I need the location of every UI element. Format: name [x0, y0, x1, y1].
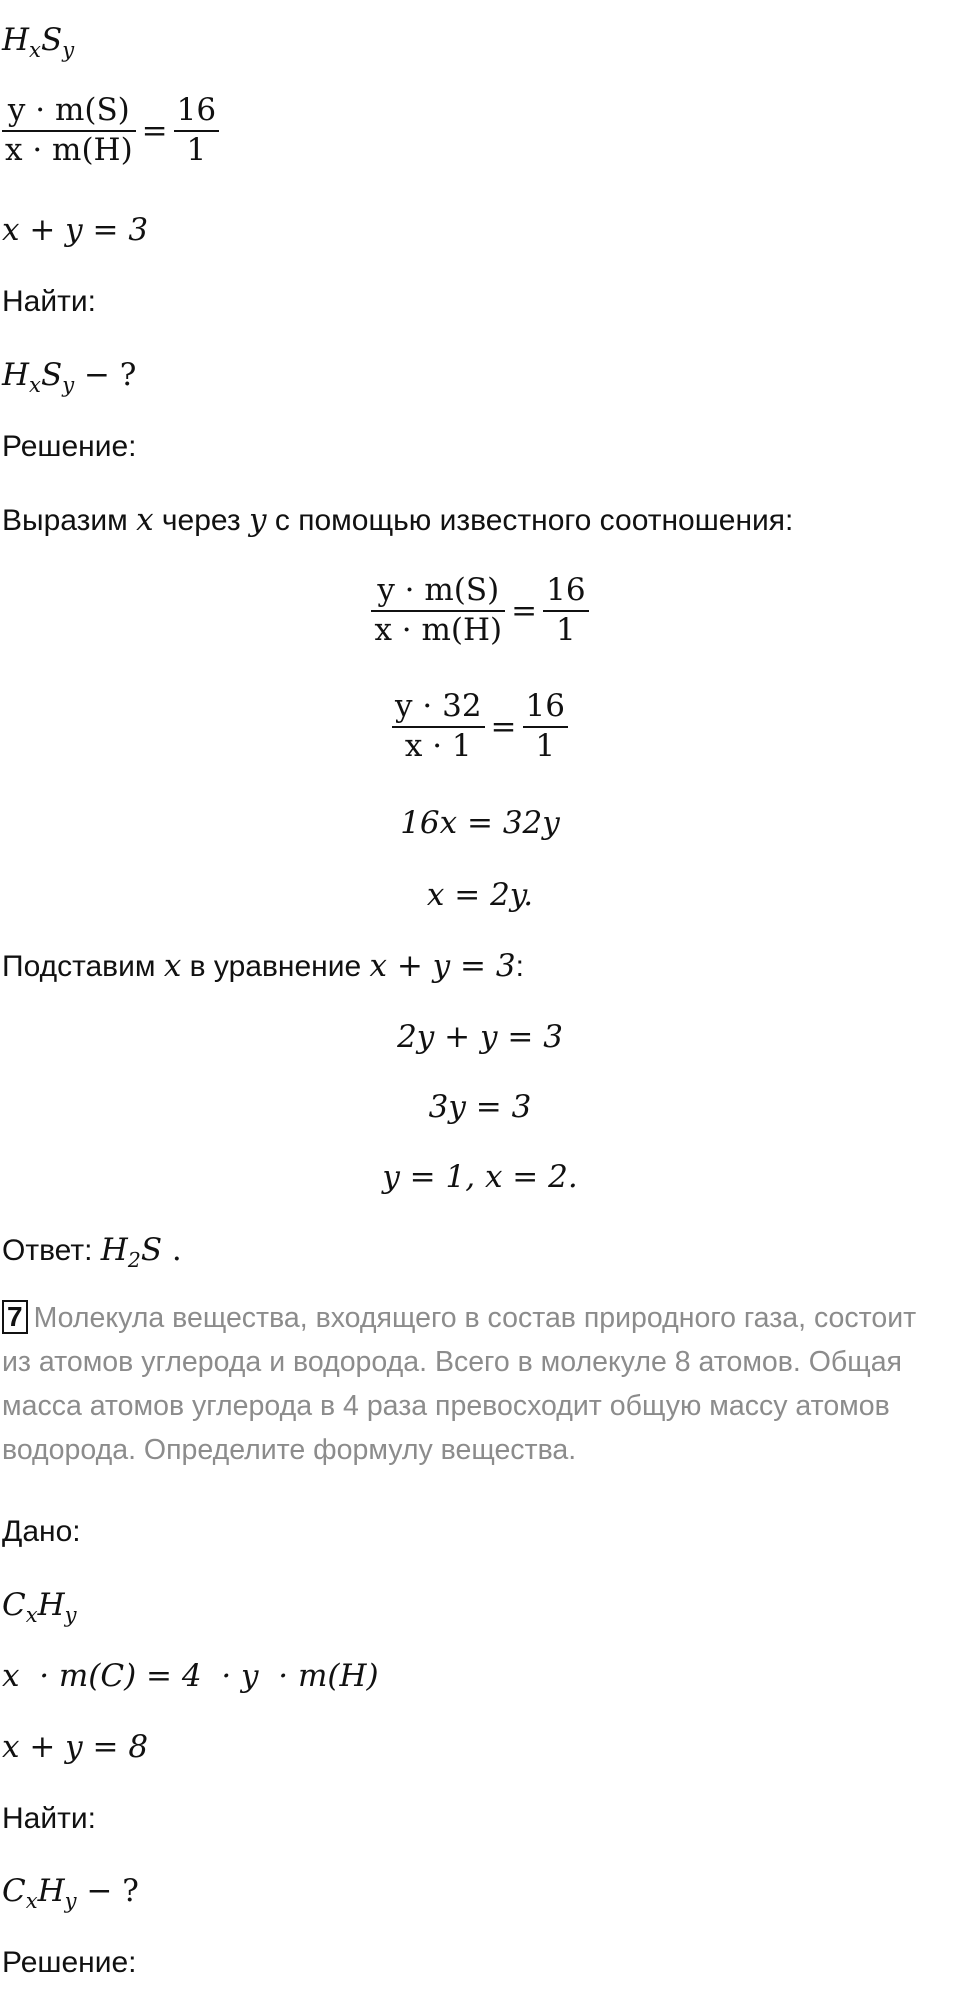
given-ratio-equation: $\frac{y \cdot m(S)}{x \cdot m(H)}$ = $\frac{16}{1}$: [2, 92, 219, 170]
given-mass-relation: x · m(C) = 4 · y · m(H): [2, 1658, 379, 1694]
given-ratio-right-fraction: $\frac{16}{1}$: [174, 92, 219, 170]
equation-x-2y: x = 2y.: [426, 877, 534, 913]
given-sum-equation: x + y = 3: [2, 212, 149, 248]
task-7-line-1: 7 Молекула вещества, входящего в состав природного газа, состоит: [2, 1296, 957, 1340]
task-7-line-4: водорода. Определите формулу вещества.: [2, 1434, 577, 1466]
given-formula-hxsy: $H_xS_y$: [2, 22, 75, 62]
task-7-statement: [2, 1296, 957, 1472]
task-7-line-3: масса атомов углерода в 4 раза превосходит общую массу атомов: [2, 1390, 890, 1422]
ratio-equation: $\frac{y \cdot m(S)}{x \cdot m(H)}$ = $\frac{16}{1}$: [0, 572, 960, 650]
substituted-ratio-equation: $\frac{y \cdot 32}{x \cdot 1}$ = $\frac{16}{1}$: [0, 688, 960, 766]
given-sum-8: x + y = 8: [2, 1729, 149, 1765]
ratio-right-fraction: $\frac{16}{1}$: [543, 572, 588, 650]
equation-16x-32y: 16x = 32y: [400, 805, 560, 841]
solution-heading: Решение:: [2, 430, 137, 463]
given-heading: Дано:: [2, 1515, 81, 1548]
equation-3y-3: 3y = 3: [428, 1089, 532, 1125]
express-sentence: Выразим x через y с помощью известного соотношения:: [2, 502, 794, 538]
equation-result: y = 1, x = 2.: [382, 1159, 578, 1195]
substituted-left-fraction: $\frac{y \cdot 32}{x \cdot 1}$: [392, 688, 485, 766]
find-heading: Найти:: [2, 285, 96, 318]
find-heading-7: Найти:: [2, 1802, 96, 1835]
task-7-line-2: из атомов углерода и водорода. Всего в молекуле 8 атомов. Общая: [2, 1346, 902, 1378]
substitute-sentence: Подставим x в уравнение x + y = 3:: [2, 948, 524, 984]
given-formula-cxhy: $C_xH_y$: [2, 1587, 77, 1627]
task-number-badge: 7: [2, 1300, 28, 1334]
given-ratio-left-fraction: $\frac{y \cdot m(S)}{x \cdot m(H)}$: [2, 92, 136, 170]
equation-2y-plus-y: 2y + y = 3: [397, 1019, 563, 1055]
answer-line: Ответ: $H_2S$ .: [2, 1232, 182, 1272]
find-formula-hxsy: $H_xS_y$ − ?: [2, 357, 137, 397]
find-formula-cxhy: $C_xH_y$ − ?: [2, 1873, 139, 1913]
solution-heading-7: Решение:: [2, 1946, 137, 1979]
substituted-right-fraction: $\frac{16}{1}$: [523, 688, 568, 766]
ratio-left-fraction: $\frac{y \cdot m(S)}{x \cdot m(H)}$: [371, 572, 505, 650]
